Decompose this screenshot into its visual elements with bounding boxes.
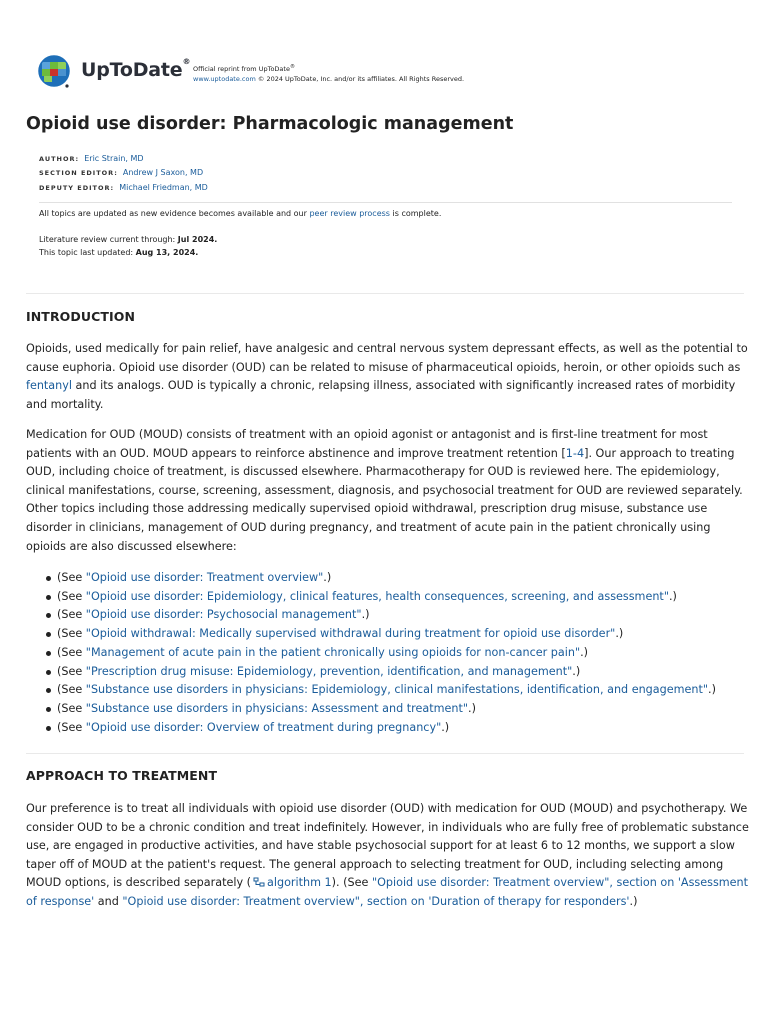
list-item: (See "Opioid use disorder: Psychosocial management".): [40, 606, 750, 625]
uptodate-globe-icon: [38, 55, 72, 89]
lit-review-date: Literature review current through: Jul 2024.: [39, 235, 218, 244]
see-also-link[interactable]: "Substance use disorders in physicians: Assessment and treatment": [85, 701, 469, 715]
algorithm-link[interactable]: algorithm 1: [267, 876, 332, 890]
list-item: (See "Management of acute pain in the patient chronically using opioids for non-cancer pain".): [40, 644, 750, 663]
credit-section-editor: SECTION EDITOR: Andrew J Saxon, MD: [39, 168, 204, 178]
last-updated-date: This topic last updated: Aug 13, 2024.: [39, 247, 199, 257]
see-also-link[interactable]: "Opioid use disorder: Treatment overview": [85, 571, 324, 584]
see-also-link[interactable]: "Opioid use disorder: Psychosocial management": [85, 608, 362, 622]
copyright-text: © 2024 UpToDate, Inc. and/or its affiliates. All Rights Reserved.: [257, 75, 465, 84]
author-credits: [39, 152, 208, 195]
divider: [26, 293, 744, 294]
reprint-notice: Official reprint from UpToDate® www.uptodate.com © 2024 UpToDate, Inc. and/or its affiliates. All Rights Reserved.: [193, 64, 465, 84]
see-also-link[interactable]: "Opioid use disorder: Overview of treatment during pregnancy": [85, 720, 442, 734]
credit-author: AUTHOR: Eric Strain, MD: [39, 154, 144, 163]
site-link[interactable]: www.uptodate.com: [193, 75, 256, 84]
divider: [39, 202, 732, 203]
see-also-link[interactable]: "Substance use disorders in physicians: Epidemiology, clinical manifestations, identification, and engagement": [85, 683, 709, 697]
approach-paragraph-1: Our preference is to treat all individuals with opioid use disorder (OUD) with medication for OUD (MOUD) and psychotherapy. We consider OUD to be a chronic condition and treat indefinitely. However, in individuals who are fully free of problematic substance use, are engaged in productive activities, and have stable psychosocial support for at least 6 to 12 months, we support a slow taper off of MOUD at the patient's request. The general approach to selecting treatment for OUD, including selecting among MOUD options, is described separately ( algorithm 1). (See "Opioid use disorder: Treatment overview", section on 'Assessment of response' and "Opioid use disorder: Treatment overview", section on 'Duration of therapy for responders'.): [26, 802, 749, 908]
deputy-editor-link[interactable]: Michael Friedman, MD: [119, 182, 208, 192]
see-also-link[interactable]: "Prescription drug misuse: Epidemiology, prevention, identification, and management": [85, 664, 573, 678]
see-also-link[interactable]: "Opioid withdrawal: Medically supervised withdrawal during treatment for opioid use disorder": [85, 627, 616, 641]
author-link[interactable]: Eric Strain, MD: [84, 154, 144, 163]
brand-name: UpToDate®: [81, 57, 191, 81]
see-also-list: [40, 569, 750, 737]
reprint-line: Official reprint from UpToDate: [193, 65, 290, 74]
list-item: (See "Opioid withdrawal: Medically supervised withdrawal during treatment for opioid use disorder".): [40, 625, 750, 644]
see-also-link[interactable]: "Opioid use disorder: Treatment overview", section on 'Assessment of response': [26, 876, 749, 908]
list-item: (See "Substance use disorders in physicians: Assessment and treatment".): [40, 700, 750, 719]
section-heading-introduction: INTRODUCTION: [26, 309, 136, 324]
algorithm-graphic-icon[interactable]: [251, 877, 267, 887]
intro-paragraph-2: Medication for OUD (MOUD) consists of treatment with an opioid agonist or antagonist and is first-line treatment for most patients with an OUD. MOUD appears to reinforce abstinence and improve treatment retention [1-4]. Our approach to treating OUD, including choice of treatment, is discussed elsewhere. Pharmacotherapy for OUD is reviewed here. The epidemiology, clinical manifestations, course, screening, assessment, diagnosis, and psychosocial treatment for OUD are reviewed separately. Other topics including those addressing medically supervised opioid withdrawal, prescription drug misuse, substance use disorder in clinicians, management of OUD during pregnancy, and treatment of acute pain in the patient chronically using opioids are also discussed elsewhere:: [26, 428, 743, 553]
list-item: (See "Opioid use disorder: Overview of treatment during pregnancy".): [40, 719, 750, 738]
see-also-link[interactable]: "Opioid use disorder: Treatment overview", section on 'Duration of therapy for responders': [122, 894, 630, 908]
list-item: (See "Opioid use disorder: Epidemiology, clinical features, health consequences, screening, and assessment".): [40, 588, 750, 607]
page-title: Opioid use disorder: Pharmacologic management: [26, 114, 514, 134]
review-dates: [39, 234, 217, 259]
see-also-link[interactable]: "Management of acute pain in the patient chronically using opioids for non-cancer pain": [85, 645, 581, 659]
peer-review-link[interactable]: peer review process: [309, 209, 390, 218]
list-item: (See "Prescription drug misuse: Epidemiology, prevention, identification, and management".): [40, 663, 750, 682]
reference-link[interactable]: 1-4: [565, 446, 585, 460]
fentanyl-link[interactable]: fentanyl: [26, 379, 72, 393]
list-item: (See "Substance use disorders in physicians: Epidemiology, clinical manifestations, identification, and engagement".): [40, 681, 750, 700]
divider: [26, 753, 744, 754]
credit-deputy-editor: DEPUTY EDITOR: Michael Friedman, MD: [39, 182, 208, 192]
section-editor-link[interactable]: Andrew J Saxon, MD: [122, 168, 204, 178]
intro-paragraph-1: Opioids, used medically for pain relief, have analgesic and central nervous system depressant effects, as well as the potential to cause euphoria. Opioid use disorder (OUD) can be related to misuse of pharmaceutical opioids, heroin, or other opioids such as fentanyl and its analogs. OUD is typically a chronic, relapsing illness, associated with significantly increased rates of morbidity and mortality.: [26, 342, 748, 411]
see-also-link[interactable]: "Opioid use disorder: Epidemiology, clinical features, health consequences, screening, and assessment": [85, 589, 669, 603]
update-note: All topics are updated as new evidence becomes available and our peer review process is complete.: [39, 209, 442, 218]
section-heading-approach: APPROACH TO TREATMENT: [26, 768, 218, 783]
list-item: (See "Opioid use disorder: Treatment overview".): [40, 569, 750, 588]
reprint-header: [38, 55, 738, 91]
